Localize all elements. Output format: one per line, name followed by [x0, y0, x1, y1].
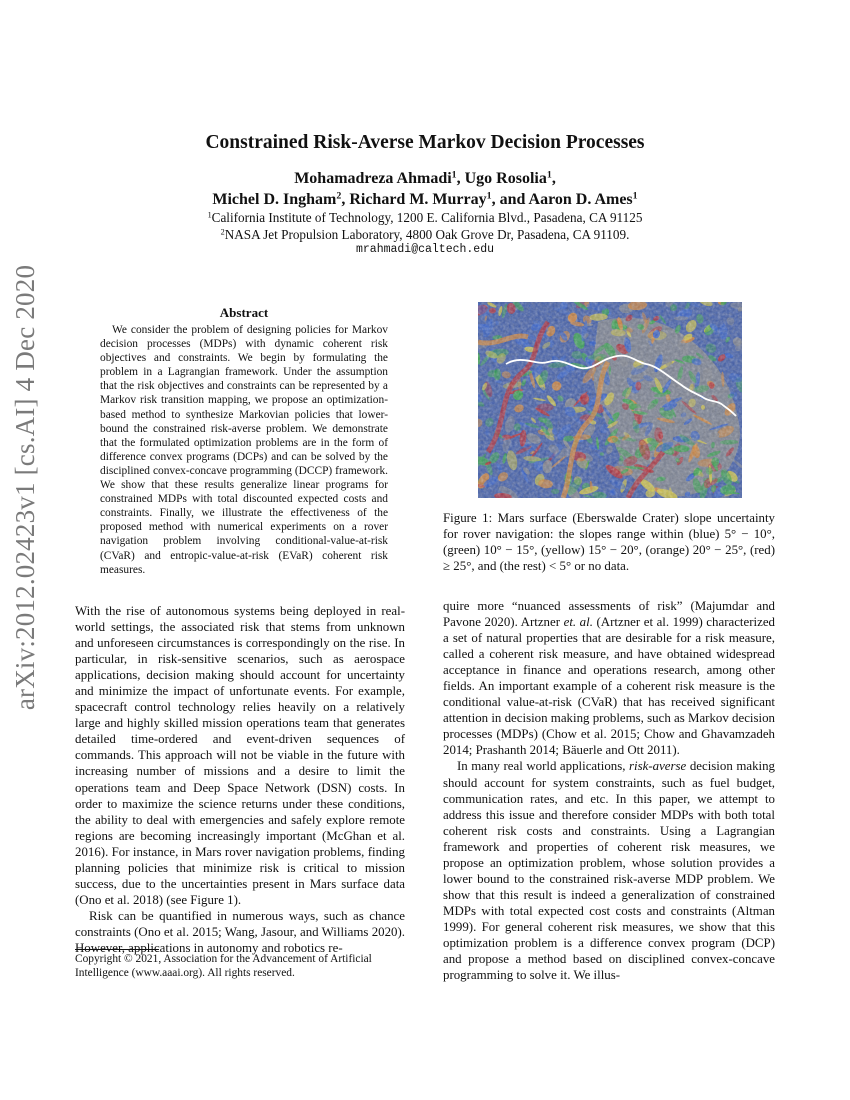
abstract-text: We consider the problem of designing policies for Markov decision processes (MDPs) with dynamic coherent risk objectives and constraints. We begin by formulating the problem in a Lagrangian framework. Under the assumption that the risk objectives and constraints can be represented by a Markov risk transition mapping, we propose an optimization-based method to synthesize Markovian policies that lower-bound the constrained risk-averse problem. We demonstrate that the formulated optimization problems are in the form of difference convex programs (DCPs) and can be solved by the disciplined convex-concave programming (DCCP) framework. We show that these results generalize linear programs for constrained MDPs with total discounted expected costs and constraints. Finally, we illustrate the effectiveness of the proposed method with numerical experiments on a rover navigation problem involving conditional-value-at-risk (CVaR) and entropic-value-at-risk (EVaR) coherent risk measures.	[100, 324, 388, 576]
mars-slope-figure	[478, 302, 742, 498]
affiliation-mark: 1	[546, 169, 552, 181]
paragraph: With the rise of autonomous systems being deployed in real-world settings, the associated risk that stems from unknown and unforeseen circumstances is correspondingly on the rise. In particular, in risk-sensitive scenarios, such as aerospace applications, decision making should account for uncertainty and minimize the impact of unfortunate events. For example, spacecraft control technology relies heavily on a relatively large and highly skilled mission operations team that generates detailed time-ordered and event-driven sequences of commands. This approach will not be viable in the future with increasing number of missions and a desire to limit the operations team and Deep Space Network (DSN) costs. In order to maximize the science returns under these conditions, the ability to deal with emergencies and safely explore remote regions are becoming increasingly important (McGhan et al. 2016). For instance, in Mars rover navigation problems, finding planning policies that minimize risk is critical to mission success, due to the uncertainties present in Mars surface data (Ono et al. 2018) (see Figure 1).	[75, 604, 405, 907]
arxiv-identifier: arXiv:2012.02423v1 [cs.AI] 4 Dec 2020	[10, 264, 41, 711]
author-name: , Ugo Rosolia	[456, 170, 547, 187]
affiliation-1	[0, 209, 850, 226]
author-line-2	[0, 189, 850, 210]
left-column	[75, 603, 405, 956]
arxiv-sidebar	[6, 264, 46, 711]
affiliation-mark: 1	[486, 190, 492, 202]
affiliations	[0, 209, 850, 243]
affiliation-text: California Institute of Technology, 1200 E. California Blvd., Pasadena, CA 91125	[211, 210, 643, 225]
paragraph	[443, 598, 775, 758]
paper-title: Constrained Risk-Averse Markov Decision Processes	[205, 132, 645, 153]
right-column	[443, 598, 775, 983]
author-name: , and Aaron D. Ames	[491, 191, 633, 208]
paragraph: Risk can be quantified in numerous ways, such as chance constraints (Ono et al. 2015; Wang, Jasour, and Williams 2020). However, applications in autonomy and robotics re-	[75, 908, 405, 955]
affiliation-mark: 1	[632, 190, 638, 202]
text-run: In many real world applications,	[457, 759, 629, 774]
text-run: quire more “nuanced assessments of risk” (Majumdar and Pavone 2020). Artzner	[443, 599, 775, 630]
affiliation-mark: 2	[220, 227, 225, 237]
footnote-rule	[75, 949, 159, 950]
author-line-1	[0, 168, 850, 189]
affiliation-2	[0, 226, 850, 243]
abstract-heading: Abstract	[219, 305, 269, 320]
slope-map-image	[478, 302, 742, 498]
text-run: decision making should account for system constraints, such as fuel budget, communication rates, and etc. In this paper, we attempt to address this issue and therefore consider MDPs with both total coherent risk costs and constraints. Using a Lagrangian framework and properties of coherent risk measures, we propose an optimization problem, whose solution provides a lower bound to the constrained risk-averse MDP problem. We show that this result is indeed a generalization of constrained MDPs with total expected cost costs and constraints (Altman 1999). For general coherent risk measures, we show that this optimization problem is a difference convex program (DCP) and propose a method based on disciplined convex-concave programming to solve it. We illus-	[443, 759, 775, 983]
author-name: Mohamadreza Ahmadi	[294, 170, 452, 187]
text-run: (Artzner et al. 1999) characterized a set of natural properties that are desirable for a risk measure, called a coherent risk measure, and have obtained widespread acceptance in finance and operations research, among other fields. An important example of a coherent risk measure is the conditional value-at-risk (CVaR) that has received significant attention in decision making problems, such as Markov decision processes (MDPs) (Chow et al. 2015; Chow and Ghavamzadeh 2014; Prashanth 2014; Bäuerle and Ott 2011).	[443, 615, 775, 758]
separator: ,	[551, 170, 556, 187]
copyright-footnote: Copyright © 2021, Association for the Advancement of Artificial Intelligence (www.aaai.org). All rights reserved.	[75, 953, 372, 979]
author-name: Michel D. Ingham	[212, 191, 337, 208]
affiliation-mark: 1	[451, 169, 457, 181]
affiliation-text: NASA Jet Propulsion Laboratory, 4800 Oak Grove Dr, Pasadena, CA 91109.	[224, 227, 630, 242]
author-list	[0, 168, 850, 210]
figure-caption: Figure 1: Mars surface (Eberswalde Crater) slope uncertainty for rover navigation: the slopes range within (blue) 5° − 10°, (green) 10° − 15°, (yellow) 15° − 20°, (orange) 20° − 25°, (red) ≥ 25°, and (the rest) < 5° or no data.	[443, 511, 775, 573]
contact-email: mrahmadi@caltech.edu	[355, 243, 495, 256]
paragraph	[443, 758, 775, 983]
text-run: et. al.	[563, 615, 593, 630]
author-name: , Richard M. Murray	[341, 191, 487, 208]
affiliation-mark: 2	[336, 190, 342, 202]
affiliation-mark: 1	[207, 210, 212, 220]
text-run: risk-averse	[629, 759, 687, 774]
